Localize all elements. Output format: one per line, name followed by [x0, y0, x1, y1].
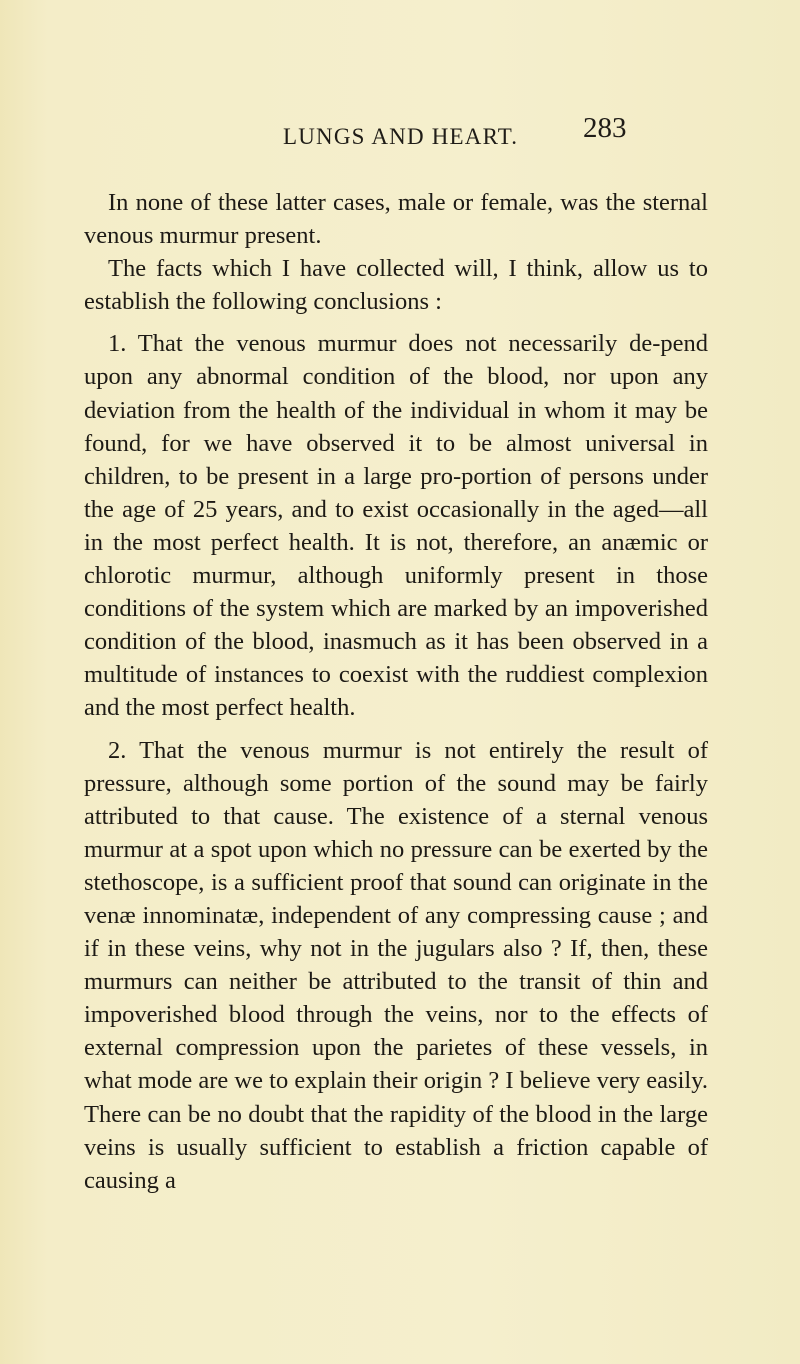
running-head: LUNGS AND HEART.	[283, 124, 519, 149]
page-header	[0, 112, 800, 162]
page-number: 283	[583, 112, 627, 144]
paragraph-conclusion-2: 2. That the venous murmur is not entirely the result of pressure, although some portion of the sound may be fairly attributed to that cause. The existence of a sternal venous murmur at a spot upon which no pressure can be exerted by the stethoscope, is a sufficient proof that sound can originate in the venæ innominatæ, independent of any compressing cause ; and if in these veins, why not in the jugulars also ? If, then, these murmurs can neither be attributed to the transit of thin and impoverished blood through the veins, nor to the effects of external compression upon the parietes of these vessels, in what mode are we to explain their origin ? I believe very easily. There can be no doubt that the rapidity of the blood in the large veins is usually sufficient to establish a friction capable of causing a	[84, 736, 708, 1194]
paragraph-2: The facts which I have collected will, I think, allow us to establish the following conclusions :	[84, 255, 708, 316]
paragraph-1: In none of these latter cases, male or female, was the sternal venous murmur present.	[84, 189, 708, 250]
paragraph-conclusion-1: 1. That the venous murmur does not necessarily de-pend upon any abnormal condition of the blood, nor upon any deviation from the health of the individual in whom it may be found, for we have observed it to be almost universal in children, to be present in a large pro-portion of persons under the age of 25 years, and to exist occasionally in the aged—all in the most perfect health. It is not, therefore, an anæmic or chlorotic murmur, although uniformly present in those conditions of the system which are marked by an impoverished condition of the blood, inasmuch as it has been observed in a multitude of instances to coexist with the ruddiest complexion and the most perfect health.	[84, 330, 708, 722]
body-text	[84, 186, 708, 1197]
